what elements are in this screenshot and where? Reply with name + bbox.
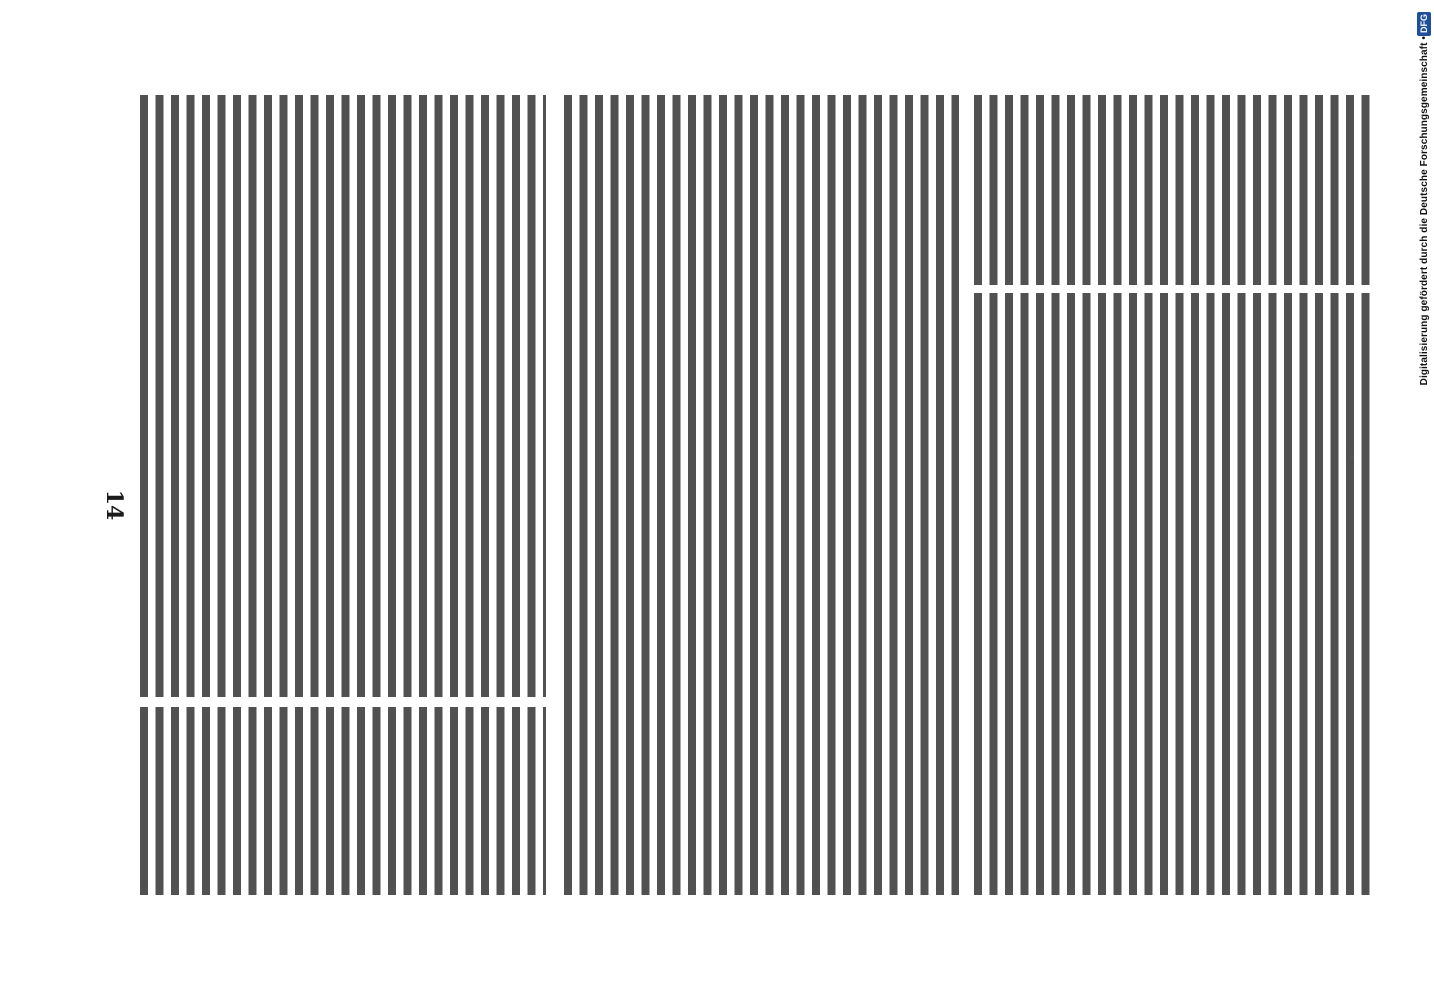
page-number: 14 bbox=[101, 489, 127, 521]
paragraph-gap bbox=[974, 285, 1372, 293]
digitization-strip bbox=[1416, 10, 1432, 985]
text-column-right bbox=[974, 95, 1372, 895]
paragraph-gap bbox=[140, 697, 546, 707]
text-column-left bbox=[140, 95, 546, 895]
digitization-credit: Digitalisierung gefördert durch die Deutsche Forschungsgemeinschaft • bbox=[1418, 36, 1430, 386]
dfg-logo-icon: DFG bbox=[1417, 12, 1431, 36]
speck-mark bbox=[1350, 455, 1354, 459]
text-column-middle bbox=[564, 95, 959, 895]
